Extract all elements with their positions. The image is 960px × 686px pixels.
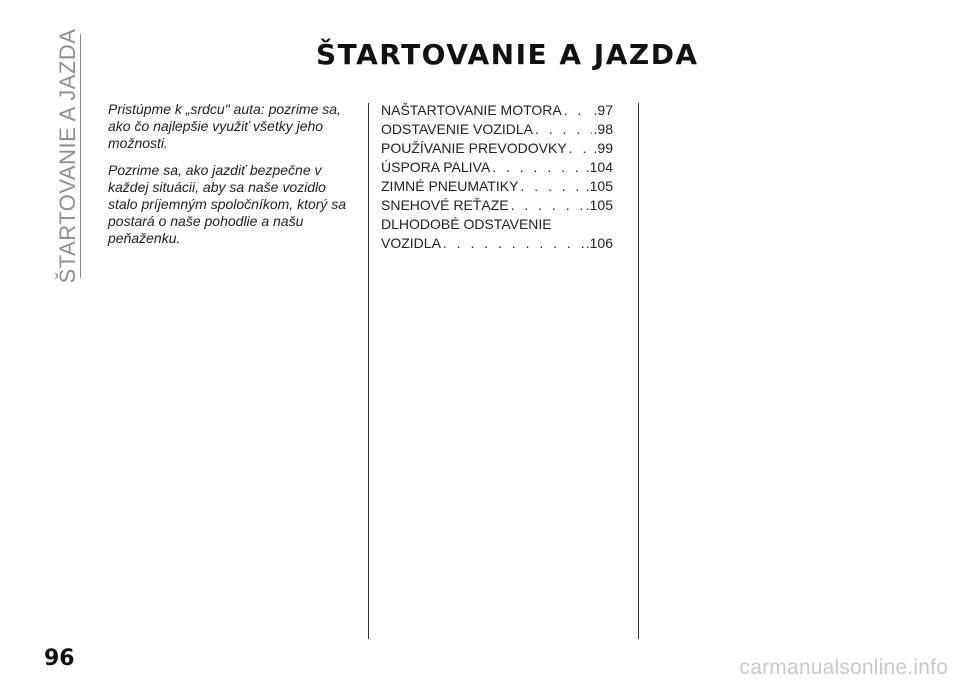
toc-entry[interactable] <box>381 177 613 196</box>
toc-entry-label: ÚSPORA PALIVA <box>381 159 491 175</box>
toc-leader-dots <box>520 177 583 196</box>
section-side-tab-label: ŠTARTOVANIE A JAZDA <box>55 28 80 284</box>
toc-entry[interactable] <box>381 120 613 139</box>
page-number: 96 <box>44 646 75 671</box>
toc-entry-label: VOZIDLA <box>381 235 441 251</box>
section-side-tab <box>55 28 81 284</box>
toc-entry[interactable] <box>381 234 613 253</box>
toc-entry-page: .98 <box>593 121 613 137</box>
toc-entry-label: POUŽÍVANIE PREVODOVKY <box>381 140 567 156</box>
intro-paragraph: Pristúpme k „srdcu" auta: pozrime sa, ako čo najlepšie využiť všetky jeho možnosti. <box>108 101 341 151</box>
column-divider-left <box>368 103 369 639</box>
toc-leader-dots <box>564 101 592 120</box>
table-of-contents <box>381 101 613 253</box>
toc-entry-page: .105 <box>585 178 613 194</box>
toc-entry-label-line[interactable]: DLHODOBÉ ODSTAVENIE <box>381 216 552 232</box>
toc-leader-dots <box>535 120 592 139</box>
toc-entry-page: .97 <box>593 102 613 118</box>
toc-entry-label: ZIMNÉ PNEUMATIKY <box>381 178 519 194</box>
toc-entry-page: .99 <box>593 140 613 156</box>
watermark: carmanualsonline.info <box>739 656 948 679</box>
toc-entry[interactable] <box>381 196 613 215</box>
toc-entry-label: NAŠTARTOVANIE MOTORA <box>381 102 562 118</box>
column-divider-right <box>638 103 639 639</box>
toc-entry[interactable] <box>381 101 613 120</box>
toc-entry-label: SNEHOVÉ REŤAZE <box>381 197 509 213</box>
toc-entry-page: .104 <box>585 159 613 175</box>
toc-leader-dots <box>569 139 592 158</box>
toc-entry-page: .105 <box>585 197 613 213</box>
toc-entry[interactable] <box>381 158 613 177</box>
toc-entry-label: ODSTAVENIE VOZIDLA <box>381 121 533 137</box>
toc-entry-page: .106 <box>585 235 613 251</box>
page-title: ŠTARTOVANIE A JAZDA <box>316 38 699 71</box>
toc-leader-dots <box>511 196 584 215</box>
toc-leader-dots <box>492 158 584 177</box>
intro-text <box>108 101 348 257</box>
toc-leader-dots <box>443 234 584 253</box>
intro-paragraph: Pozrime sa, ako jazdiť bezpečne v každej situácii, aby sa naše vozidlo stalo príjemným spoločníkom, ktorý sa postará o naše pohodlie a našu peňaženku. <box>108 162 347 246</box>
toc-entry[interactable] <box>381 139 613 158</box>
